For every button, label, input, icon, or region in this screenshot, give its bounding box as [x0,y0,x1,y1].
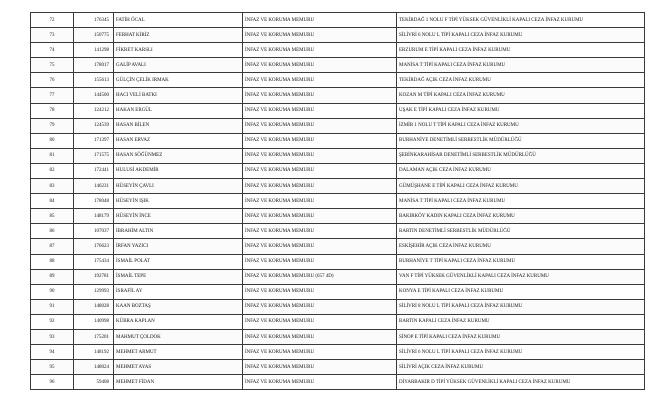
institution-cell: MANİSA T TİPİ KAPALI CEZA İNFAZ KURUMU [397,194,645,209]
registry-id-cell: 175434 [74,254,114,269]
job-title-cell: İNFAZ VE KORUMA MEMURU [243,239,397,254]
institution-cell: GÜMÜŞHANE E TİPİ KAPALI CEZA İNFAZ KURUMU [397,179,645,194]
row-number-cell: 83 [31,179,74,194]
full-name-cell: FATİH ÖCAL [114,13,243,28]
row-number-cell: 95 [31,360,74,375]
registry-id-cell: 148028 [74,299,114,314]
full-name-cell: HACI VELİ BATKI [114,88,243,103]
full-name-cell: HULUSİ AKDEMİR [114,163,243,178]
row-number-cell: 92 [31,314,74,329]
job-title-cell: İNFAZ VE KORUMA MEMURU [243,13,397,28]
table-row [31,73,645,88]
full-name-cell: HÜSEYİN ÇAVLI [114,179,243,194]
full-name-cell: FERHAT KİRİZ [114,28,243,43]
full-name-cell: İSMAİL POLAT [114,254,243,269]
row-number-cell: 91 [31,299,74,314]
row-number-cell: 85 [31,209,74,224]
table-row [31,148,645,163]
full-name-cell: HÜSEYİN İNCE [114,209,243,224]
full-name-cell: FİKRET KARSLI [114,43,243,58]
table-row [31,224,645,239]
institution-cell: TEKİRDAĞ 1 NOLU F TİPİ YÜKSEK GÜVENLİKLİ KAPALI CEZA İNFAZ KURUMU [397,13,645,28]
full-name-cell: HASAN ERVAZ [114,133,243,148]
row-number-cell: 84 [31,194,74,209]
row-number-cell: 81 [31,148,74,163]
registry-id-cell: 176345 [74,13,114,28]
row-number-cell: 80 [31,133,74,148]
row-number-cell: 77 [31,88,74,103]
full-name-cell: HAKAN ERGÜL [114,103,243,118]
full-name-cell: MEHMET FİDAN [114,375,243,390]
table-row [31,314,645,329]
institution-cell: İZMİR 1 NOLU T TİPİ KAPALI CEZA İNFAZ KURUMU [397,118,645,133]
full-name-cell: MAHMUT ÇOLDOK [114,329,243,344]
full-name-cell: MEHMET AYAS [114,360,243,375]
registry-id-cell: 124212 [74,103,114,118]
full-name-cell: HASAN BİLEN [114,118,243,133]
row-number-cell: 75 [31,58,74,73]
institution-cell: SİNOP E TİPİ KAPALI CEZA İNFAZ KURUMU [397,329,645,344]
table-row [31,239,645,254]
registry-id-cell: 175201 [74,329,114,344]
table-row [31,329,645,344]
registry-id-cell: 141298 [74,43,114,58]
job-title-cell: İNFAZ VE KORUMA MEMURU [243,179,397,194]
full-name-cell: KÜBRA KAPLAN [114,314,243,329]
table-row [31,254,645,269]
table-row [31,194,645,209]
institution-cell: BURHANİYE T TİPİ KAPALI CEZA İNFAZ KURUMU [397,254,645,269]
registry-id-cell: 144500 [74,88,114,103]
table-row [31,345,645,360]
table-row [31,133,645,148]
table-row [31,43,645,58]
registry-id-cell: 150775 [74,28,114,43]
job-title-cell: İNFAZ VE KORUMA MEMURU [243,88,397,103]
institution-cell: ESKİŞEHİR AÇIK CEZA İNFAZ KURUMU [397,239,645,254]
registry-id-cell: 176623 [74,239,114,254]
registry-id-cell: 192781 [74,269,114,284]
job-title-cell: İNFAZ VE KORUMA MEMURU [243,148,397,163]
row-number-cell: 90 [31,284,74,299]
institution-cell: BARTIN KAPALI CEZA İNFAZ KURUMU [397,314,645,329]
job-title-cell: İNFAZ VE KORUMA MEMURU [243,163,397,178]
full-name-cell: GALİP AVALI [114,58,243,73]
job-title-cell: İNFAZ VE KORUMA MEMURU [243,314,397,329]
table-row [31,269,645,284]
institution-cell: KOZAN M TİPİ KAPALI CEZA İNFAZ KURUMU [397,88,645,103]
table-row [31,284,645,299]
job-title-cell: İNFAZ VE KORUMA MEMURU [243,194,397,209]
table-row [31,28,645,43]
full-name-cell: MEHMET ARMUT [114,345,243,360]
row-number-cell: 82 [31,163,74,178]
job-title-cell: İNFAZ VE KORUMA MEMURU [243,360,397,375]
table-row [31,118,645,133]
registry-id-cell: 146231 [74,179,114,194]
job-title-cell: İNFAZ VE KORUMA MEMURU [243,43,397,58]
row-number-cell: 87 [31,239,74,254]
full-name-cell: HASAN SÖĞÜNMEZ [114,148,243,163]
institution-cell: KONYA E TİPİ KAPALI CEZA İNFAZ KURUMU [397,284,645,299]
institution-cell: SİLİVRİ AÇIK CEZA İNFAZ KURUMU [397,360,645,375]
job-title-cell: İNFAZ VE KORUMA MEMURU [243,254,397,269]
institution-cell: SİLİVRİ 8 NOLU L TİPİ KAPALI CEZA İNFAZ KURUMU [397,299,645,314]
row-number-cell: 94 [31,345,74,360]
personnel-table [30,12,645,390]
row-number-cell: 78 [31,103,74,118]
row-number-cell: 76 [31,73,74,88]
job-title-cell: İNFAZ VE KORUMA MEMURU [243,345,397,360]
registry-id-cell: 140998 [74,314,114,329]
table-row [31,375,645,390]
table-row [31,103,645,118]
institution-cell: SİLİVRİ 6 NOLU L TİPİ KAPALI CEZA İNFAZ KURUMU [397,28,645,43]
job-title-cell: İNFAZ VE KORUMA MEMURU [243,224,397,239]
institution-cell: BURHANİYE DENETİMLİ SERBESTLİK MÜDÜRLÜĞÜ [397,133,645,148]
row-number-cell: 96 [31,375,74,390]
registry-id-cell: 148024 [74,360,114,375]
registry-id-cell: 107037 [74,224,114,239]
row-number-cell: 86 [31,224,74,239]
table-row [31,13,645,28]
table-row [31,299,645,314]
registry-id-cell: 172441 [74,163,114,178]
job-title-cell: İNFAZ VE KORUMA MEMURU [243,329,397,344]
institution-cell: BARTIN DENETİMLİ SERBESTLİK MÜDÜRLÜĞÜ [397,224,645,239]
row-number-cell: 73 [31,28,74,43]
institution-cell: ŞEBİNKARAHİSAR DENETİMLİ SERBESTLİK MÜDÜRLÜĞÜ [397,148,645,163]
full-name-cell: KAAN BOZTAŞ [114,299,243,314]
full-name-cell: İSRAFİL AY [114,284,243,299]
table-row [31,88,645,103]
institution-cell: DİYARBAKIR D TİPİ YÜKSEK GÜVENLİKLİ KAPALI CEZA İNFAZ KURUMU [397,375,645,390]
institution-cell: MANİSA T TİPİ KAPALI CEZA İNFAZ KURUMU [397,58,645,73]
institution-cell: TEKİRDAĞ AÇIK CEZA İNFAZ KURUMU [397,73,645,88]
table-row [31,58,645,73]
job-title-cell: İNFAZ VE KORUMA MEMURU [243,375,397,390]
registry-id-cell: 171575 [74,148,114,163]
institution-cell: UŞAK E TİPİ KAPALI CEZA İNFAZ KURUMU [397,103,645,118]
job-title-cell: İNFAZ VE KORUMA MEMURU [243,58,397,73]
institution-cell: BAKIRKÖY KADIN KAPALI CEZA İNFAZ KURUMU [397,209,645,224]
row-number-cell: 89 [31,269,74,284]
registry-id-cell: 148192 [74,345,114,360]
registry-id-cell: 178017 [74,58,114,73]
row-number-cell: 72 [31,13,74,28]
registry-id-cell: 59408 [74,375,114,390]
registry-id-cell: 129993 [74,284,114,299]
job-title-cell: İNFAZ VE KORUMA MEMURU [243,284,397,299]
institution-cell: ERZURUM E TİPİ KAPALI CEZA İNFAZ KURUMU [397,43,645,58]
institution-cell: SİLİVRİ 6 NOLU L TİPİ KAPALI CEZA İNFAZ KURUMU [397,345,645,360]
registry-id-cell: 124539 [74,118,114,133]
row-number-cell: 74 [31,43,74,58]
full-name-cell: İBRAHİM ALTIN [114,224,243,239]
registry-id-cell: 155613 [74,73,114,88]
job-title-cell: İNFAZ VE KORUMA MEMURU (657 4D) [243,269,397,284]
full-name-cell: GÜLÇİN ÇELİK IRMAK [114,73,243,88]
full-name-cell: İSMAİL TEPE [114,269,243,284]
registry-id-cell: 178048 [74,194,114,209]
row-number-cell: 93 [31,329,74,344]
full-name-cell: HÜSEYİN IŞIK [114,194,243,209]
full-name-cell: İRFAN YAZICI [114,239,243,254]
job-title-cell: İNFAZ VE KORUMA MEMURU [243,28,397,43]
institution-cell: VAN F TİPİ YÜKSEK GÜVENLİKLİ KAPALI CEZA İNFAZ KURUMU [397,269,645,284]
job-title-cell: İNFAZ VE KORUMA MEMURU [243,118,397,133]
job-title-cell: İNFAZ VE KORUMA MEMURU [243,299,397,314]
row-number-cell: 88 [31,254,74,269]
table-row [31,179,645,194]
table-row [31,360,645,375]
row-number-cell: 79 [31,118,74,133]
job-title-cell: İNFAZ VE KORUMA MEMURU [243,209,397,224]
table-body [31,13,645,390]
job-title-cell: İNFAZ VE KORUMA MEMURU [243,103,397,118]
table-row [31,163,645,178]
job-title-cell: İNFAZ VE KORUMA MEMURU [243,73,397,88]
registry-id-cell: 171397 [74,133,114,148]
table-row [31,209,645,224]
institution-cell: DALAMAN AÇIK CEZA İNFAZ KURUMU [397,163,645,178]
job-title-cell: İNFAZ VE KORUMA MEMURU [243,133,397,148]
registry-id-cell: 148179 [74,209,114,224]
